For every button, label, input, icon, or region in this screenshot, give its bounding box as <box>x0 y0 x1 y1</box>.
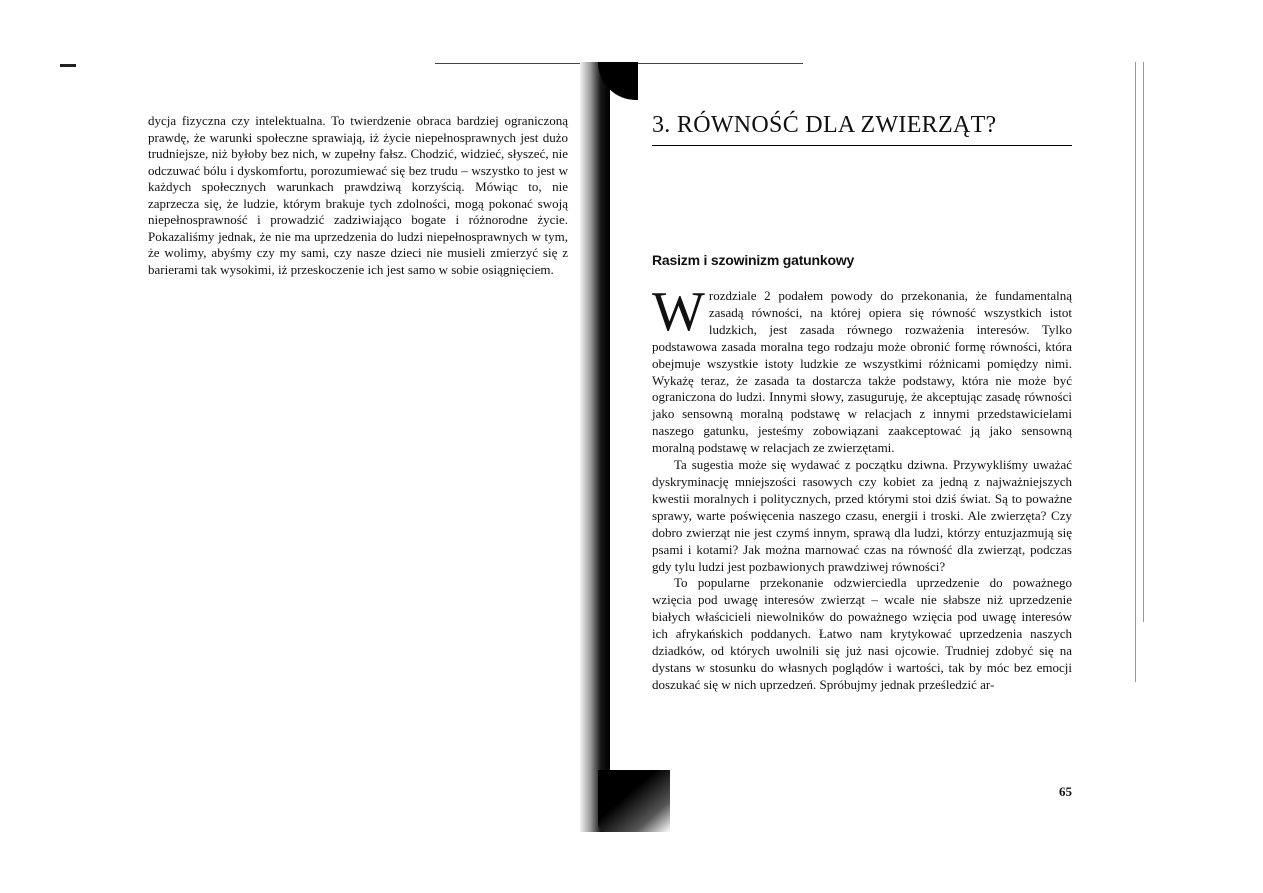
paragraph-1 <box>652 281 1072 457</box>
paragraph-1-text: rozdziale 2 podałem powody do przekonania, że fundamentalną zasadą równości, na której opiera się równość wszystkich istot ludzkich, jest zasada równego rozważenia interesów. Tylko podstawowa zasada moralna tego rodzaju może obronić formę równości, która obejmuje wszystkie istoty ludzkie ze wszystkimi różnicami pomiędzy nimi. Wykażę teraz, że zasada ta dostarcza także podstawy, która nie może być ograniczona do ludzi. Innymi słowy, zasuguruję, że akceptując zasadę równości jako sensowną moralną podstawę w relacjach z innymi przedstawicielami naszego gatunku, jesteśmy zobowiązani zaakceptować ją jako sensowną moralną podstawę w relacjach ze zwierzętami. <box>652 288 1072 456</box>
section-title: Rasizm i szowinizm gatunkowy <box>652 252 855 268</box>
spine-shadow-bottom <box>598 770 670 832</box>
dropcap: W <box>652 281 705 343</box>
page-number: 65 <box>1059 784 1072 799</box>
right-page <box>652 112 1072 799</box>
paragraph-2: Ta sugestia może się wydawać z początku dziwna. Przywykliśmy uważać dyskryminację mniejszości rasowych czy kobiet za jedną z najważniejszych kwestii moralnych i politycznych, przed którymi stoi dziś świat. Są to poważne sprawy, warte poświęcenia naszego czasu, energii i troski. Ale zwierzęta? Czy dobro zwierząt nie jest czymś innym, sprawą dla ludzi, którzy entuzjazmują się psami i kotami? Jak można marnować czas na równość dla zwierząt, podczas gdy tylu ludzi jest pozbawionych prawdziwej równości? <box>652 457 1072 574</box>
chapter-title: 3. RÓWNOŚĆ DLA ZWIERZĄT? <box>652 112 1072 146</box>
book-spine-shadow <box>580 62 610 832</box>
page-edge-line <box>1143 62 1144 622</box>
body-text <box>652 281 1072 694</box>
paragraph-3: To popularne przekonanie odzwierciedla uprzedzenie do poważnego wzięcia pod uwagę interesów zwierząt – wcale nie słabsze niż uprzedzenie białych właścicieli niewolników do poważnego wzięcia pod uwagę interesów ich afrykańskich poddanych. Łatwo nam krytykować uprzedzenia naszych dziadków, od których uwolnili się już nasi ojcowie. Trudniej zdobyć się na dystans w stosunku do własnych poglądów i wartości, tak by móc bez emocji doszukać się w nich uprzedzeń. Spróbujmy jednak prześledzić ar- <box>652 575 1072 692</box>
scan-artifact <box>60 64 76 67</box>
page-edge-line <box>1135 62 1136 682</box>
left-page-text: dycja fizyczna czy intelektualna. To twierdzenie obraca bardziej ograniczoną prawdę, że warunki społeczne sprawiają, iż życie niepełnosprawnych jest dużo trudniejsze, niż byłoby bez nich, w zupełny fałsz. Chodzić, widzieć, słyszeć, nie odczuwać bólu i dyskomfortu, porozumiewać się bez trudu – wszystko to jest w każdych społecznych warunkach prawdziwą korzyścią. Mówiąc to, nie zaprzecza się, że ludzie, którym brakuje tych zdolności, mogą pokonać swoją niepełnosprawność i prowadzić zadziwiająco bogate i różnorodne życie. Pokazaliśmy jednak, że nie ma uprzedzenia do ludzi niepełnosprawnych w tym, że wolimy, abyśmy czy my sami, czy nasze dzieci nie musieli zmierzyć się z barierami tak wysokimi, iż przeskoczenie ich jest samo w sobie osiągnięciem. <box>148 113 568 277</box>
